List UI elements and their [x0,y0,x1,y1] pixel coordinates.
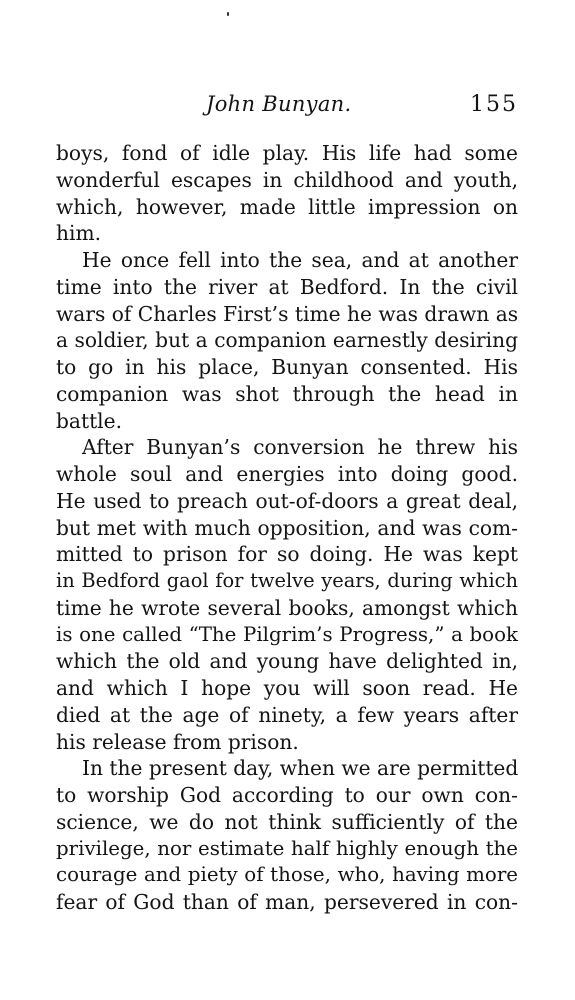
text-line: to worship God according to our own con- [56,783,518,807]
running-head [56,92,518,122]
text-line: time he wrote several books, amongst which [56,595,518,620]
text-line: boys, fond of idle play. His life had some [56,141,518,165]
text-line: a soldier, but a companion earnestly desiring [56,328,518,353]
text-line: his release from prison. [56,729,299,754]
text-line: but met with much opposition, and was com- [56,515,518,540]
text-line: him. [56,221,102,246]
text-line: In the present day, when we are permitted [82,756,519,781]
text-line: After Bunyan’s conversion he threw his [82,435,518,460]
page-number: 155 [470,92,518,117]
text-line: science, we do not think sufficiently of the [56,809,518,834]
text-line: companion was shot through the head in [56,381,518,406]
running-title: John Bunyan. [206,92,352,116]
text-line: which the old and young have delighted in, [56,649,518,674]
text-line: battle. [56,408,123,433]
text-line: wars of Charles First’s time he was drawn as [56,301,519,326]
body-text [56,140,518,916]
text-line: fear of God than of man, persevered in con- [56,890,518,914]
text-line: is one called “The Pilgrim’s Progress,” a book [56,622,518,646]
text-line: time into the river at Bedford. In the civil [56,274,518,299]
ink-speck [227,12,229,16]
text-line: mitted to prison for so doing. He was kept [56,542,518,567]
text-line: privilege, nor estimate half highly enough the [56,836,518,860]
text-line: to go in his place, Bunyan consented. His [56,355,518,379]
text-line: courage and piety of those, who, having more [56,863,518,887]
text-line: whole soul and energies into doing good. [56,462,518,486]
text-line: which, however, made little impression on [56,194,518,219]
text-line: He used to preach out-of-doors a great deal, [56,488,518,513]
text-line: and which I hope you will soon read. He [56,676,518,700]
text-line: in Bedford gaol for twelve years, during which [56,569,518,592]
text-line: He once fell into the sea, and at another [82,248,518,272]
text-line: died at the age of ninety, a few years after [56,702,518,727]
text-line: wonderful escapes in childhood and youth, [56,167,518,192]
